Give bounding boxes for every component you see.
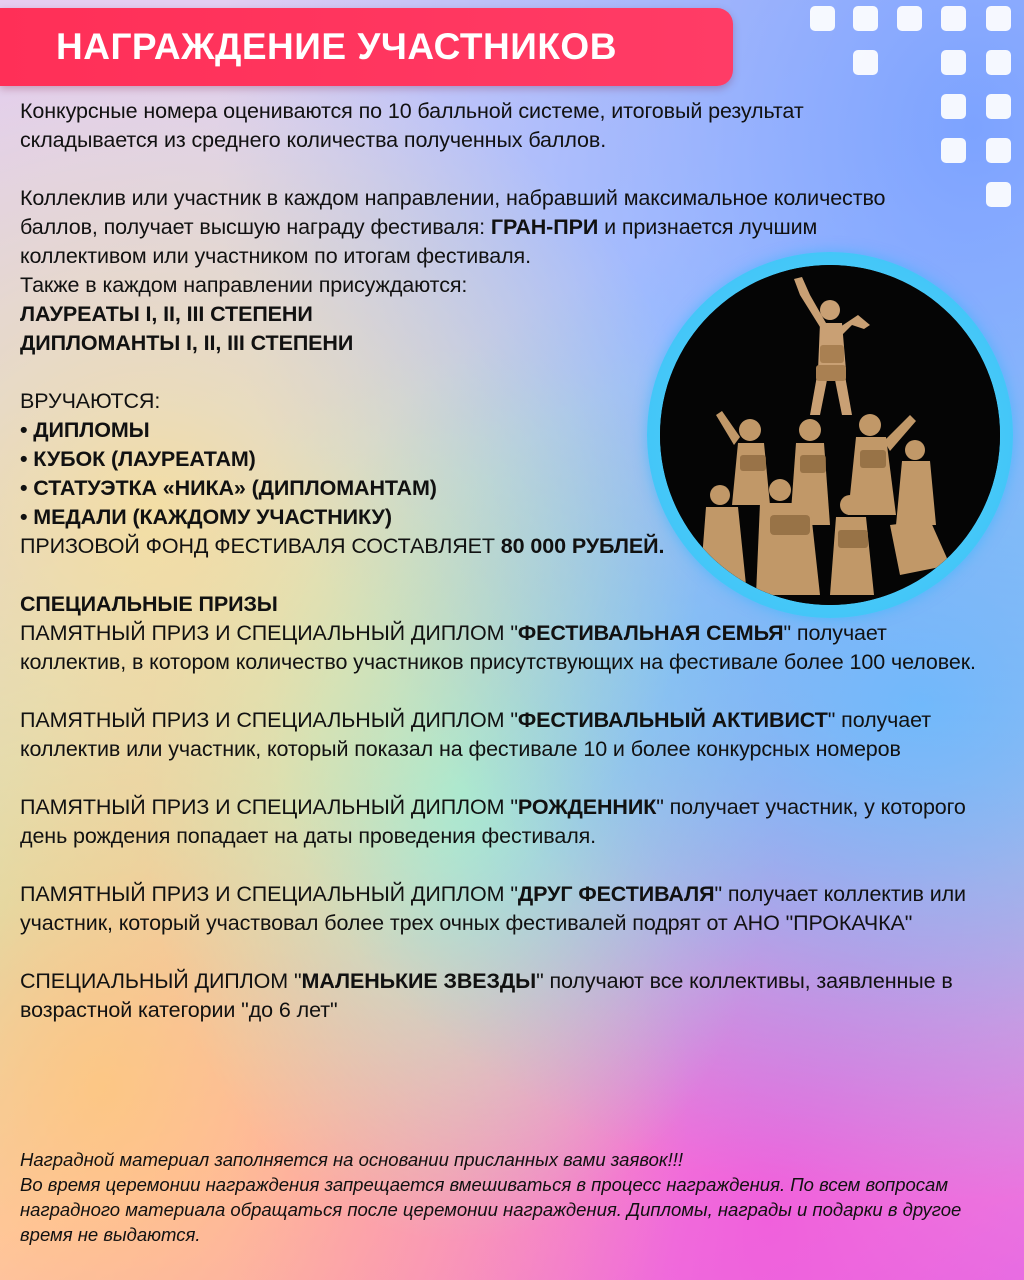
special-prize-item <box>20 706 980 764</box>
also-awarded-text: Также в каждом направлении присуждаются: <box>20 273 468 297</box>
awards-heading: ВРУЧАЮТСЯ: <box>20 389 161 413</box>
diplomants-text: ДИПЛОМАНТЫ I, II, III СТЕПЕНИ <box>20 331 354 355</box>
special-prize-description: " получает коллектив или участник, который показал на фестивале 10 и более конкурсных номеров <box>20 708 932 761</box>
award-item: • МЕДАЛИ (КАЖДОМУ УЧАСТНИКУ) <box>20 505 392 529</box>
prize-fund <box>20 532 980 561</box>
decor-dot <box>941 50 966 75</box>
intro-p2-start: Коллеклив или участник в каждом направлении, набравший максимальное количество баллов, получает высшую награду фестиваля: <box>20 186 886 239</box>
special-prize-prefix: СПЕЦИАЛЬНЫЙ ДИПЛОМ " <box>20 969 302 993</box>
decor-dot <box>853 6 878 31</box>
decor-dot <box>853 50 878 75</box>
laureates-text: ЛАУРЕАТЫ I, II, III СТЕПЕНИ <box>20 302 313 326</box>
special-prize-item <box>20 967 980 1025</box>
decor-dot <box>810 6 835 31</box>
special-prize-description: " получают все коллективы, заявленные в возрастной категории "до 6 лет" <box>20 969 953 1022</box>
intro-paragraph-1: Конкурсные номера оцениваются по 10 балльной системе, итоговый результат складывается из среднего количества полученных баллов. <box>20 99 804 152</box>
award-item: • ДИПЛОМЫ <box>20 418 150 442</box>
prize-fund-amount: 80 000 РУБЛЕЙ. <box>500 534 665 558</box>
decor-dot <box>986 6 1011 31</box>
prize-fund-text: ПРИЗОВОЙ ФОНД ФЕСТИВАЛЯ СОСТАВЛЯЕТ <box>20 534 501 558</box>
award-item: • КУБОК (ЛАУРЕАТАМ) <box>20 447 256 471</box>
special-prize-name: ФЕСТИВАЛЬНАЯ СЕМЬЯ <box>517 621 784 645</box>
decor-dot <box>897 6 922 31</box>
footnote-line-1: Наградной материал заполняется на основании присланных вами заявок!!! <box>20 1149 684 1170</box>
special-prize-description: " получает участник, у которого день рождения попадает на даты проведения фестиваля. <box>20 795 966 848</box>
special-prize-item <box>20 619 980 677</box>
intro-p2-end: и признается лучшим коллективом или участником по итогам фестиваля. <box>20 215 818 268</box>
decor-dot <box>986 182 1011 207</box>
decor-dot <box>941 6 966 31</box>
special-prizes-heading: СПЕЦИАЛЬНЫЕ ПРИЗЫ <box>20 592 278 616</box>
special-prize-item <box>20 793 980 851</box>
special-prize-prefix: ПАМЯТНЫЙ ПРИЗ И СПЕЦИАЛЬНЫЙ ДИПЛОМ " <box>20 795 518 819</box>
decor-dot <box>986 50 1011 75</box>
title-banner <box>0 8 733 86</box>
footnote <box>20 1147 980 1247</box>
special-prize-name: ДРУГ ФЕСТИВАЛЯ <box>517 882 715 906</box>
special-prize-prefix: ПАМЯТНЫЙ ПРИЗ И СПЕЦИАЛЬНЫЙ ДИПЛОМ " <box>20 882 518 906</box>
special-prize-name: МАЛЕНЬКИЕ ЗВЕЗДЫ <box>301 969 537 993</box>
grand-prix-label: ГРАН-ПРИ <box>490 215 599 239</box>
special-prize-prefix: ПАМЯТНЫЙ ПРИЗ И СПЕЦИАЛЬНЫЙ ДИПЛОМ " <box>20 708 518 732</box>
main-content <box>20 97 980 1025</box>
decor-dot <box>986 138 1011 163</box>
special-prize-description: " получает коллектив, в котором количество участников присутствующих на фестивале более 100 человек. <box>20 621 976 674</box>
decor-dot <box>986 94 1011 119</box>
footnote-line-2: Во время церемонии награждения запрещается вмешиваться в процесс награждения. По всем вопросам наградного материала обращаться после церемонии награждения. Дипломы, награды и подарки в другое время не выдаются. <box>20 1174 962 1245</box>
special-prize-item <box>20 880 980 938</box>
special-prize-description: " получает коллектив или участник, который участвовал более трех очных фестивалей подрят от АНО "ПРОКАЧКА" <box>20 882 966 935</box>
intro-paragraph-2 <box>20 184 920 271</box>
special-prize-prefix: ПАМЯТНЫЙ ПРИЗ И СПЕЦИАЛЬНЫЙ ДИПЛОМ " <box>20 621 518 645</box>
award-item: • СТАТУЭТКА «НИКА» (ДИПЛОМАНТАМ) <box>20 476 437 500</box>
page-title: НАГРАЖДЕНИЕ УЧАСТНИКОВ <box>56 26 617 67</box>
special-prize-name: РОЖДЕННИК <box>517 795 657 819</box>
special-prize-name: ФЕСТИВАЛЬНЫЙ АКТИВИСТ <box>517 708 828 732</box>
